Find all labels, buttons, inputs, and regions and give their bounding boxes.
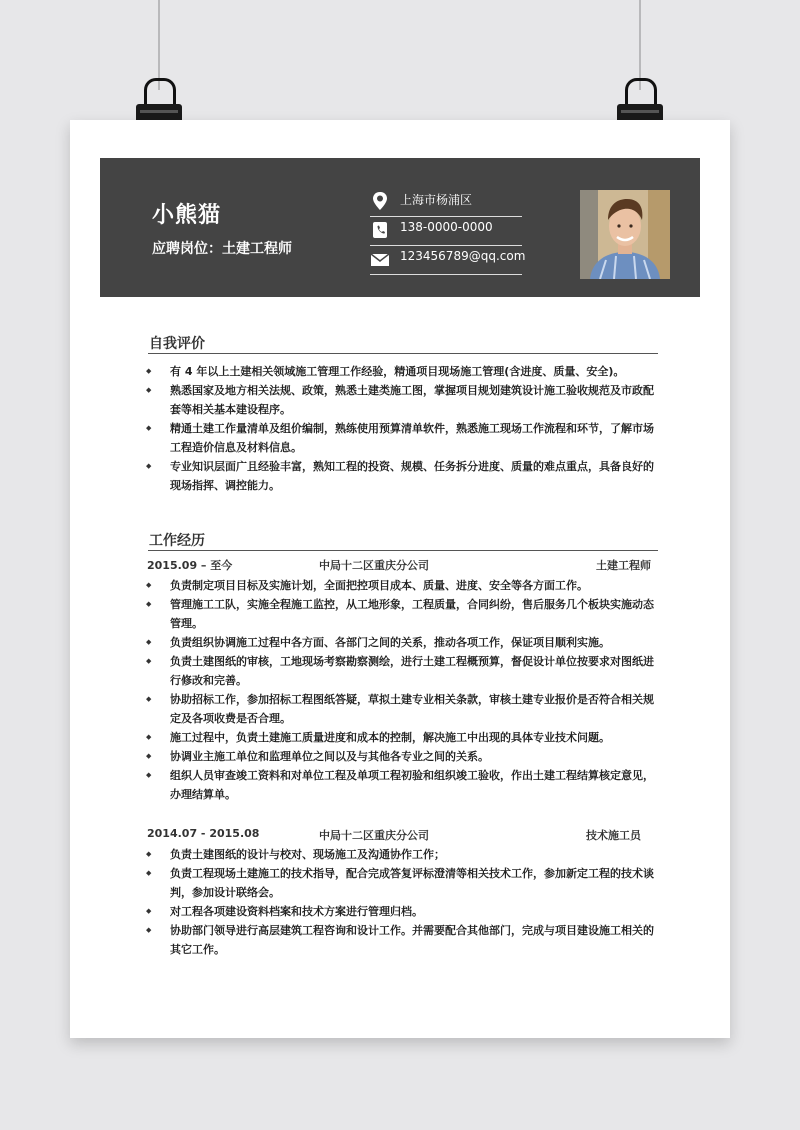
job-duties-list — [146, 845, 660, 959]
location-pin-icon — [370, 191, 390, 209]
job-period: 2015.09 – 至今 — [147, 559, 233, 572]
resume-page — [70, 120, 730, 1038]
resume-header — [100, 158, 700, 297]
job-role: 土建工程师 — [596, 559, 651, 572]
list-item: ◆ 协助招标工作，参加招标工程图纸答疑，草拟土建专业相关条款，审核土建专业报价是否符合相关规定及各项收费是否合理。 — [146, 690, 660, 728]
list-item: ◆ 对工程各项建设资料档案和技术方案进行管理归档。 — [146, 902, 660, 921]
profile-photo — [580, 190, 670, 279]
list-item: ◆ 负责土建图纸的审核，工地现场考察勘察测绘，进行土建工程概预算，督促设计单位按要求对图纸进行修改和完善。 — [146, 652, 660, 690]
contact-email — [370, 246, 526, 275]
contact-address — [370, 188, 522, 217]
candidate-name: 小熊猫 — [152, 203, 222, 228]
section-divider — [148, 550, 658, 551]
list-item: ◆ 负责工程现场土建施工的技术指导，配合完成答复评标澄清等相关技术工作，参加新定工程的技术谈判，参加设计联络会。 — [146, 864, 660, 902]
list-item: ◆ 负责土建图纸的设计与校对、现场施工及沟通协作工作； — [146, 845, 660, 864]
self-eval-list — [146, 362, 660, 495]
list-item: ◆ 管理施工工队，实施全程施工监控，从工地形象，工程质量，合同纠纷，售后服务几个板块实施动态管理。 — [146, 595, 660, 633]
job-duties-list — [146, 576, 660, 804]
email-text: 123456789@qq.com — [400, 249, 526, 263]
list-item: ◆ 精通土建工作量清单及组价编制，熟练使用预算清单软件，熟悉施工现场工作流程和环节，了解市场工程造价信息及材料信息。 — [146, 419, 660, 457]
list-item: ◆ 有 4 年以上土建相关领域施工管理工作经验，精通项目现场施工管理(含进度、质量、安全)。 — [146, 362, 660, 381]
job-header — [147, 827, 661, 843]
list-item: ◆ 协调业主施工单位和监理单位之间以及与其他各专业之间的关系。 — [146, 747, 660, 766]
list-item: ◆ 施工过程中，负责土建施工质量进度和成本的控制，解决施工中出现的具体专业技术问题。 — [146, 728, 660, 747]
job-title: 应聘岗位：土建工程师 — [152, 241, 292, 257]
job-company: 中局十二区重庆分公司 — [319, 829, 429, 842]
list-item: ◆ 负责组织协调施工过程中各方面、各部门之间的关系，推动各项工作，保证项目顺利实施。 — [146, 633, 660, 652]
job-header — [147, 557, 661, 573]
job-role: 技术施工员 — [586, 829, 641, 842]
hanging-string-left — [158, 0, 160, 90]
hanging-string-right — [639, 0, 641, 90]
mail-envelope-icon — [370, 249, 390, 267]
list-item: ◆ 组织人员审查竣工资料和对单位工程及单项工程初验和组织竣工验收，作出土建工程结算核定意见，办理结算单。 — [146, 766, 660, 804]
section-title-work: 工作经历 — [149, 533, 205, 549]
section-title-self-eval: 自我评价 — [149, 336, 205, 352]
address-text: 上海市杨浦区 — [400, 193, 473, 207]
section-divider — [148, 353, 658, 354]
list-item: ◆ 协助部门领导进行高层建筑工程咨询和设计工作。并需要配合其他部门，完成与项目建设施工相关的其它工作。 — [146, 921, 660, 959]
job-period: 2014.07 - 2015.08 — [147, 827, 260, 840]
phone-icon — [370, 220, 390, 238]
list-item: ◆ 熟悉国家及地方相关法规、政策，熟悉土建类施工图，掌握项目规划建筑设计施工验收规范及市政配套等相关基本建设程序。 — [146, 381, 660, 419]
list-item: ◆ 专业知识层面广且经验丰富，熟知工程的投资、规模、任务拆分进度、质量的难点重点，具备良好的现场指挥、调控能力。 — [146, 457, 660, 495]
job-company: 中局十二区重庆分公司 — [319, 559, 429, 572]
phone-text: 138-0000-0000 — [400, 220, 493, 234]
contact-phone — [370, 217, 522, 246]
list-item: ◆ 负责制定项目目标及实施计划，全面把控项目成本、质量、进度、安全等各方面工作。 — [146, 576, 660, 595]
